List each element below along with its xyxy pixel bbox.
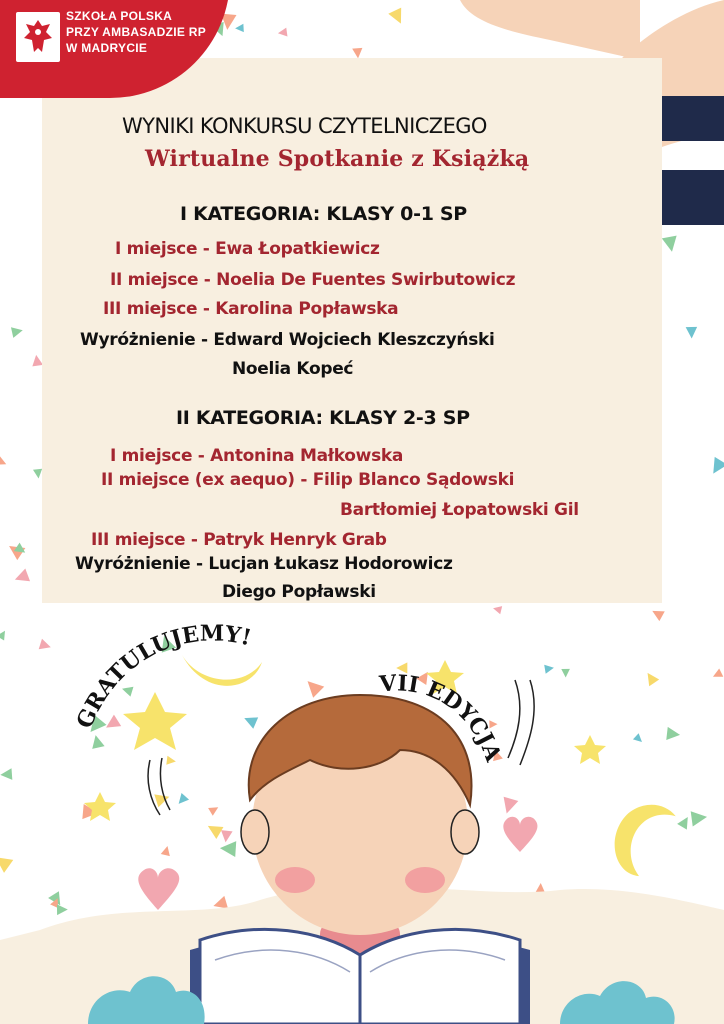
category2-second-place: II miejsce (ex aequo) - Filip Blanco Sądowski xyxy=(101,470,515,490)
heart-icon xyxy=(503,817,537,852)
moon-icon xyxy=(615,805,676,876)
school-name-line1: SZKOŁA POLSKA xyxy=(66,9,173,23)
school-name xyxy=(66,8,206,56)
category1-second-place: II miejsce - Noelia De Fuentes Swirbutowicz xyxy=(110,270,516,290)
page-subtitle: Wirtualne Spotkanie z Książką xyxy=(145,146,530,172)
category2-third-place: III miejsce - Patryk Henryk Grab xyxy=(91,530,387,550)
confetti-triangle xyxy=(0,452,9,470)
confetti-triangle xyxy=(388,8,407,27)
svg-text:VII EDYCJA xyxy=(377,670,506,766)
category2-heading: II KATEGORIA: KLASY 2-3 SP xyxy=(176,407,470,429)
confetti-triangle xyxy=(11,325,24,338)
confetti-triangle xyxy=(686,327,698,339)
polish-eagle-icon xyxy=(16,12,60,62)
category2-honorable-mention-2: Diego Popławski xyxy=(222,582,376,602)
svg-text:GRATULUJEMY! xyxy=(71,621,253,733)
category1-third-place: III miejsce - Karolina Popławska xyxy=(103,299,399,319)
confetti-triangle xyxy=(235,24,244,33)
category1-first-place: I miejsce - Ewa Łopatkiewicz xyxy=(115,239,380,259)
category1-honorable-mention-2: Noelia Kopeć xyxy=(232,359,354,379)
category2-honorable-mention: Wyróżnienie - Lucjan Łukasz Hodorowicz xyxy=(75,554,453,574)
page-title: WYNIKI KONKURSU CZYTELNICZEGO xyxy=(122,114,487,138)
school-name-line3: W MADRYCIE xyxy=(66,41,148,55)
star-icon xyxy=(574,735,606,764)
category1-heading: I KATEGORIA: KLASY 0-1 SP xyxy=(180,203,467,225)
school-name-line2: PRZY AMBASADZIE RP xyxy=(66,25,207,39)
confetti-triangle xyxy=(13,569,31,587)
confetti-triangle xyxy=(707,457,724,478)
confetti-triangle xyxy=(277,28,287,38)
category2-second-place-2: Bartłomiej Łopatowski Gil xyxy=(340,500,579,520)
heart-icon xyxy=(138,868,179,910)
star-icon xyxy=(84,792,116,821)
category1-honorable-mention: Wyróżnienie - Edward Wojciech Kleszczyński xyxy=(80,330,495,350)
confetti-triangle xyxy=(662,236,680,254)
edition-arc xyxy=(365,670,515,810)
edition-text: VII EDYCJA xyxy=(378,670,507,765)
category2-first-place: I miejsce - Antonina Małkowska xyxy=(110,446,404,466)
congratulations-text: GRATULUJEMY! xyxy=(71,620,254,733)
congratulations-arc xyxy=(60,610,290,740)
